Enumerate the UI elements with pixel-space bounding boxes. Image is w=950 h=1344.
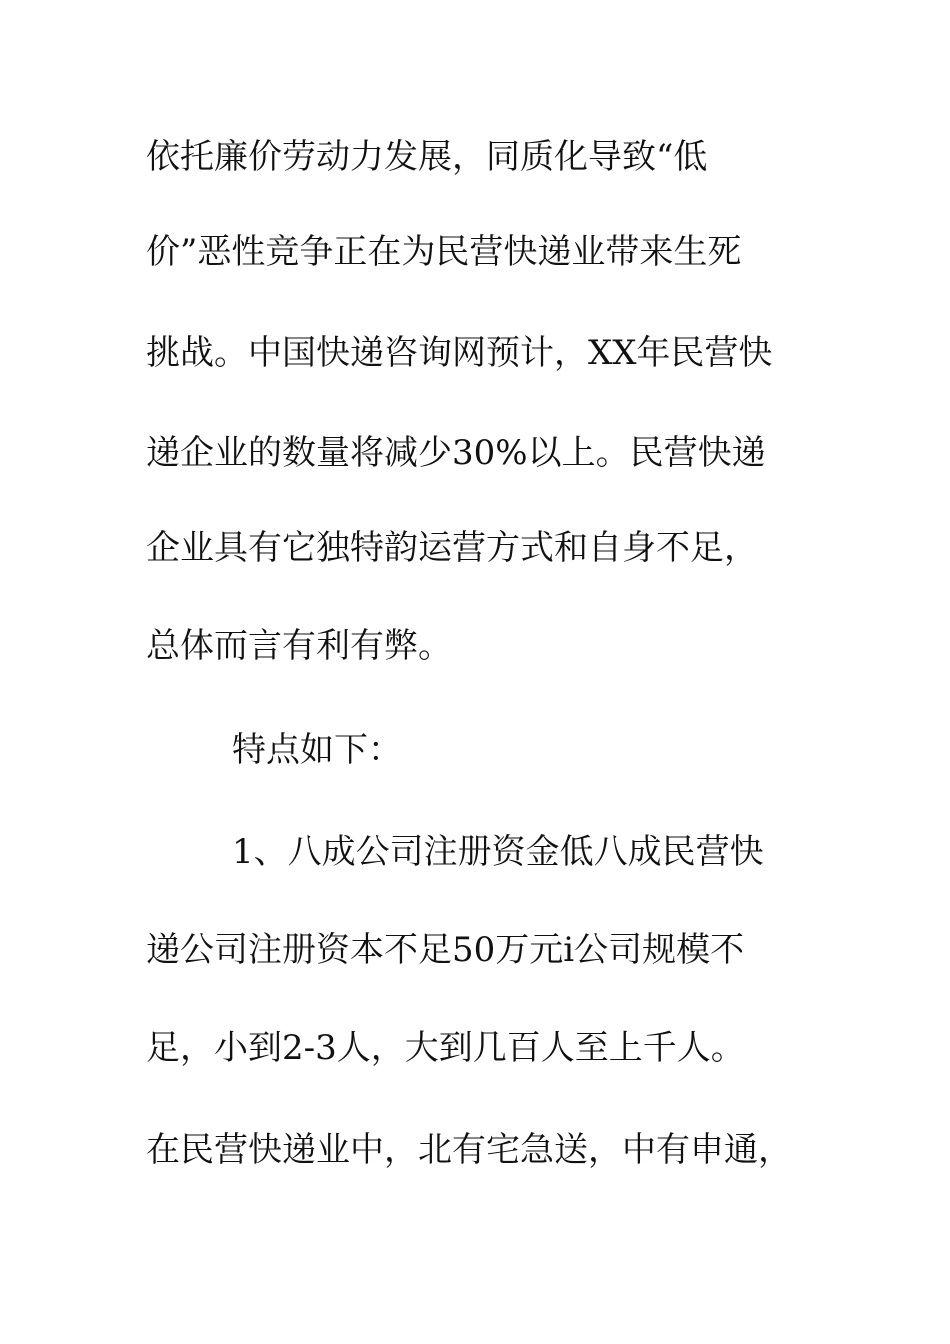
text-line: 足，小到2-3人，大到几百人至上千人。 (146, 1028, 745, 1068)
text-line: 总体而言有利有弊。 (146, 626, 452, 666)
text-line: 价”恶性竞争正在为民营快递业带来生死 (146, 232, 742, 272)
text-line: 挑战。中国快递咨询网预计，XX年民营快 (146, 333, 773, 373)
text-line: 依托廉价劳动力发展，同质化导致“低 (146, 137, 708, 177)
text-line: 1、八成公司注册资金低八成民营快 (232, 832, 764, 872)
text-line: 递公司注册资本不足50万元i公司规模不 (146, 930, 745, 970)
text-line: 企业具有它独特韵运营方式和自身不足， (146, 528, 758, 568)
text-line: 特点如下： (232, 730, 402, 770)
text-line: 递企业的数量将减少30%以上。民营快递 (146, 433, 766, 473)
text-line: 在民营快递业中，北有宅急送，中有申通， (146, 1130, 792, 1170)
